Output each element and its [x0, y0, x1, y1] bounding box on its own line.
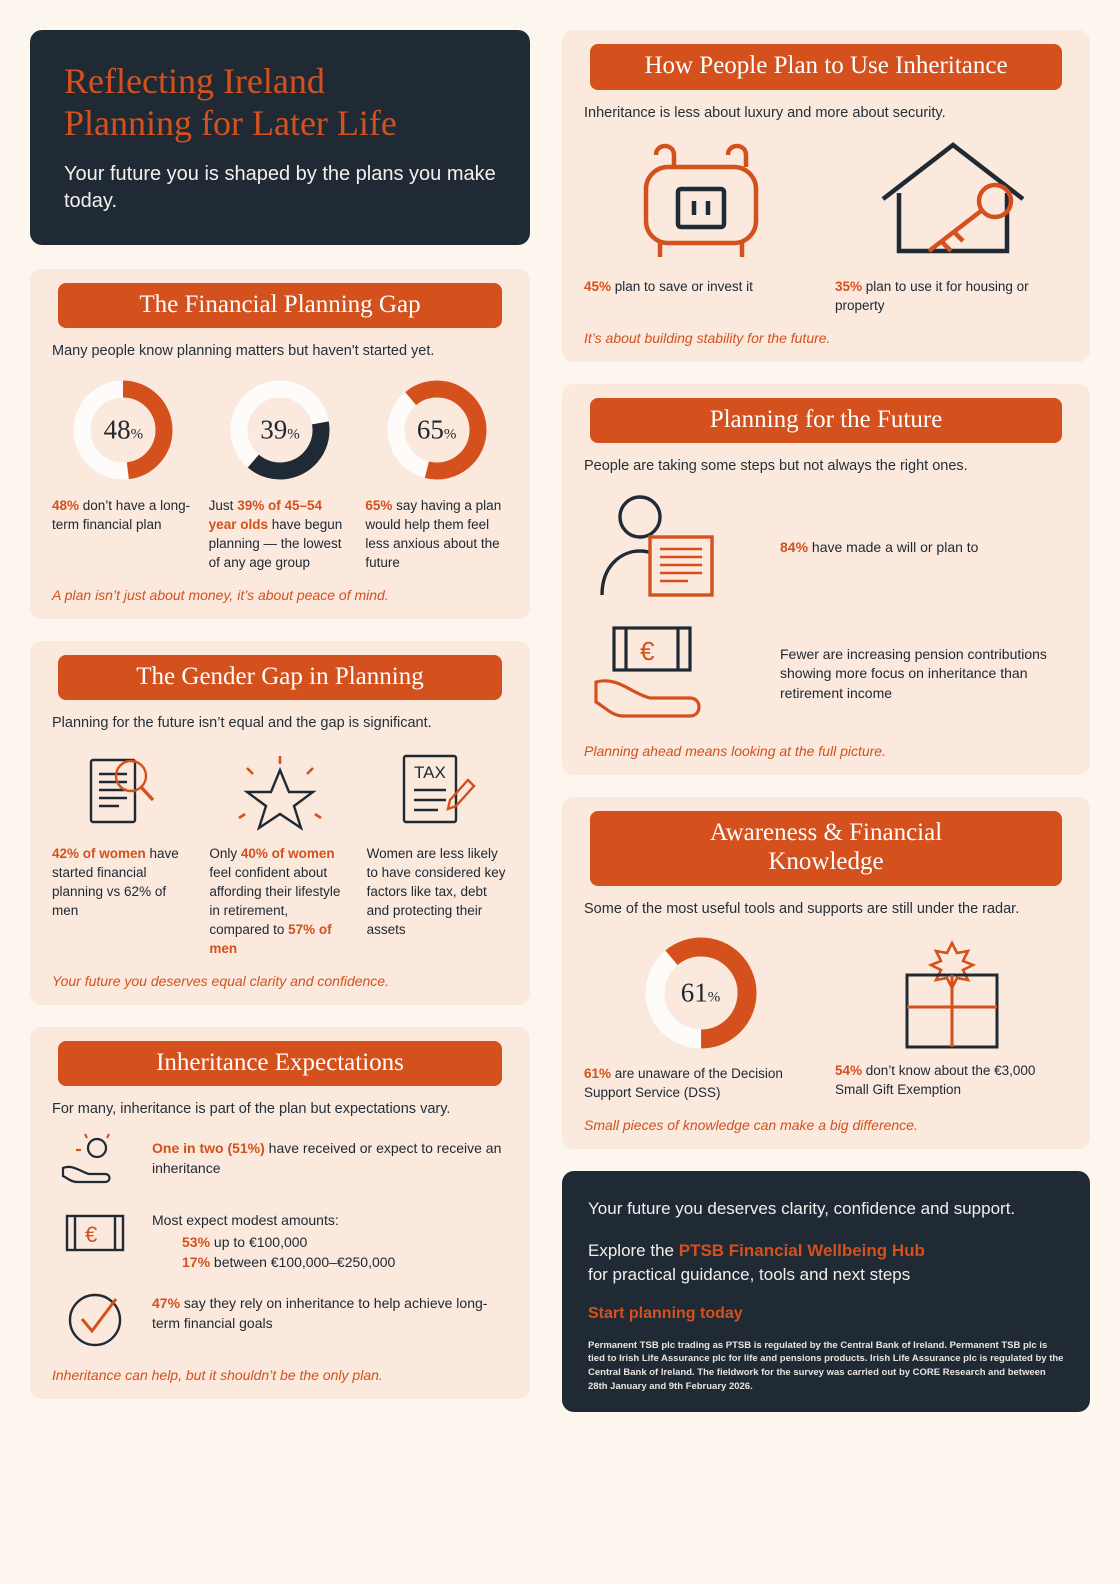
gap-donut-row: [52, 376, 508, 573]
cta-panel: [562, 1171, 1090, 1411]
awareness-pair: [584, 933, 1068, 1103]
use-caption-2: [835, 278, 1068, 316]
card-gender-gap: [30, 641, 530, 1005]
future-row-2: [584, 620, 1068, 729]
star-icon: [209, 748, 350, 832]
card-awareness-knowledge: [562, 797, 1090, 1149]
donut-chart-61: [643, 935, 759, 1051]
gender-item-3: [367, 748, 508, 959]
awareness-caption-2: [835, 1062, 1068, 1100]
donut-value-61: 61%: [680, 977, 721, 1008]
gap-stat-2: [209, 376, 352, 573]
section-heading-future: Planning for the Future: [590, 398, 1062, 444]
use-footer: It’s about building stability for the future.: [584, 329, 831, 346]
gap-label-3: [365, 496, 508, 573]
cta-start-link[interactable]: Start planning today: [588, 1304, 743, 1322]
use-caption-1-strong: 45%: [584, 279, 612, 295]
gender-footer: Your future you deserves equal clarity and confidence.: [52, 972, 389, 989]
cta-explore-prefix: Explore the: [588, 1241, 679, 1261]
use-caption-2-rest: plan to use it for housing or property: [835, 279, 1029, 313]
gap-label-2-strong: 39% of 45–54 year olds: [208, 498, 322, 533]
svg-text:€: €: [85, 1221, 98, 1247]
donut-value-48: 48%: [103, 414, 144, 445]
gender-label-1-strong: 42% of women: [52, 845, 146, 861]
cta-hub-link[interactable]: PTSB Financial Wellbeing Hub: [678, 1241, 925, 1261]
inheritance-text-1-strong: One in two (51%): [152, 1139, 265, 1156]
donut-chart-65: [385, 378, 489, 482]
gender-label-3-rest: Women are less likely to have considered key factors like tax, debt and protecting their assets: [366, 845, 506, 938]
tax-form-pencil-icon: [367, 748, 508, 832]
cta-explore-suffix: for practical guidance, tools and next steps: [588, 1264, 911, 1284]
hero-subtitle: Your future you is shaped by the plans you make today.: [64, 162, 496, 212]
section-heading-inheritance: Inheritance Expectations: [58, 1041, 502, 1087]
document-magnifier-icon: [52, 748, 193, 832]
piggy-bank-icon: [584, 137, 817, 272]
house-key-icon: [835, 137, 1068, 272]
use-caption-2-strong: 35%: [835, 279, 863, 295]
gap-stat-3: [365, 376, 508, 573]
gender-item-2: [209, 748, 350, 959]
use-item-2: [835, 137, 1068, 316]
gap-label-2-prefix: Just: [208, 498, 238, 513]
use-caption-1-rest: plan to save or invest it: [611, 279, 753, 295]
future-text-1-rest: have made a will or plan to: [808, 539, 979, 556]
inheritance-money-line-1: 53% up to €100,000: [182, 1233, 308, 1250]
legal-disclaimer: Permanent TSB plc trading as PTSB is regulated by the Central Bank of Ireland. Permanent TSB plc is tied to Irish Life Assurance plc for life and pensions products. Irish Life Assurance plc is regulated by the Central Bank of Ireland. The fieldwork for the survey was carried out by CORE Research and between 28th January and 9th February 2026.: [588, 1339, 1064, 1392]
gap-label-2-rest: have begun planning — the lowest of any age group: [208, 517, 343, 571]
gender-label-2-prefix: Only: [209, 845, 241, 861]
donut-chart-39: [228, 378, 332, 482]
person-will-document-icon: [584, 491, 764, 606]
gap-stat-1: [52, 376, 195, 573]
awareness-lede: Some of the most useful tools and supports are still under the radar.: [584, 900, 1020, 917]
inheritance-footer: Inheritance can help, but it shouldn’t be the only plan.: [52, 1366, 383, 1383]
gap-label-1-rest: don’t have a long-term financial plan: [52, 498, 191, 533]
section-heading-use: How People Plan to Use Inheritance: [590, 44, 1062, 90]
use-caption-1: [584, 278, 817, 297]
future-text-2-rest: Fewer are increasing pension contributions showing more focus on inheritance than retirement income: [780, 645, 1047, 702]
gender-lede: Planning for the future isn’t equal and the gap is significant.: [52, 715, 432, 732]
gender-label-2: [209, 844, 350, 959]
right-column: [562, 30, 1090, 1412]
awareness-footer: Small pieces of knowledge can make a big difference.: [584, 1117, 918, 1134]
donut-value-65: 65%: [416, 414, 457, 445]
donut-value-39: 39%: [260, 414, 300, 445]
card-financial-planning-gap: [30, 269, 530, 619]
use-lede: Inheritance is less about luxury and more about security.: [584, 104, 946, 121]
title-line-2: Planning for Later Life: [64, 103, 397, 144]
future-footer: Planning ahead means looking at the full picture.: [584, 742, 886, 759]
awareness-item-1: [584, 933, 817, 1103]
inheritance-text-2-lead: Most expect modest amounts:: [152, 1211, 339, 1228]
awareness-heading-line-1: Awareness & Financial: [709, 818, 943, 846]
inheritance-text-3-strong: 47%: [152, 1294, 181, 1311]
awareness-caption-2-strong: 54%: [835, 1063, 863, 1079]
awareness-caption-1-rest: are unaware of the Decision Support Service (DSS): [584, 1066, 783, 1101]
hand-euro-note-icon: [584, 620, 764, 729]
future-text-1-strong: 84%: [780, 539, 809, 556]
inheritance-text-3-rest: say they rely on inheritance to help achieve long-term financial goals: [152, 1294, 488, 1331]
gender-label-1-rest: have started financial planning vs 62% of men: [52, 845, 179, 919]
euro-note-icon: [52, 1206, 138, 1260]
future-lede: People are taking some steps but not always the right ones.: [584, 458, 968, 475]
card-planning-for-future: [562, 384, 1090, 775]
gap-footer: A plan isn’t just about money, it’s about peace of mind.: [52, 586, 389, 603]
card-use-of-inheritance: [562, 30, 1090, 362]
awareness-heading-line-2: Knowledge: [768, 848, 884, 876]
gender-label-1: [52, 844, 193, 921]
awareness-caption-1: [584, 1065, 817, 1103]
hero-banner: [30, 30, 530, 245]
cta-line-1: Your future you deserves clarity, confidence and support.: [588, 1199, 1016, 1219]
gender-label-3: [367, 844, 508, 940]
inheritance-text-3: [152, 1289, 508, 1334]
section-heading-gender: The Gender Gap in Planning: [58, 655, 502, 701]
gender-label-2-strong: 40% of women: [240, 845, 335, 861]
inheritance-text-2: [152, 1206, 395, 1273]
gap-label-3-rest: say having a plan would help them feel less anxious about the future: [365, 498, 502, 571]
section-heading-gap: The Financial Planning Gap: [58, 283, 502, 329]
inheritance-money-line-2: 17% between €100,000–€250,000: [182, 1254, 396, 1271]
future-text-2: [780, 645, 1068, 705]
svg-text:TAX: TAX: [414, 762, 447, 782]
gap-label-2: [209, 496, 352, 573]
inheritance-text-1-rest: have received or expect to receive an inheritance: [152, 1139, 502, 1176]
awareness-item-2: [835, 933, 1068, 1103]
gender-label-2-strong2: 57% of men: [209, 922, 332, 957]
gender-items: [52, 748, 508, 959]
title-line-1: Reflecting Ireland: [64, 61, 325, 101]
hand-coins-icon: [52, 1134, 138, 1190]
page-title: [64, 60, 500, 145]
gap-label-1-strong: 48%: [52, 498, 80, 513]
section-heading-awareness: [590, 811, 1062, 886]
future-row-1: [584, 491, 1068, 606]
card-inheritance-expectations: [30, 1027, 530, 1399]
checkmark-circle-icon: [52, 1289, 138, 1351]
use-icon-pair: [584, 137, 1068, 316]
inheritance-row-2: [52, 1206, 508, 1273]
inheritance-row-1: [52, 1134, 508, 1190]
gift-box-icon: [835, 933, 1068, 1056]
gap-lede: Many people know planning matters but haven't started yet.: [52, 343, 435, 360]
future-text-1: [780, 538, 978, 558]
cta-explore: [588, 1239, 1064, 1287]
awareness-caption-1-strong: 61%: [584, 1066, 612, 1082]
inheritance-lede: For many, inheritance is part of the plan but expectations vary.: [52, 1101, 451, 1118]
gap-label-3-strong: 65%: [365, 498, 393, 513]
donut-chart-48: [71, 378, 175, 482]
gender-label-2-rest: feel confident about affording their lifestyle in retirement, compared to: [209, 864, 341, 938]
awareness-caption-2-rest: don’t know about the €3,000 Small Gift Exemption: [835, 1063, 1036, 1098]
inheritance-text-1: [152, 1134, 508, 1179]
inheritance-row-3: [52, 1289, 508, 1351]
gender-item-1: [52, 748, 193, 959]
use-item-1: [584, 137, 817, 316]
gap-label-1: [52, 496, 195, 534]
svg-text:€: €: [640, 635, 655, 666]
left-column: [30, 30, 530, 1421]
